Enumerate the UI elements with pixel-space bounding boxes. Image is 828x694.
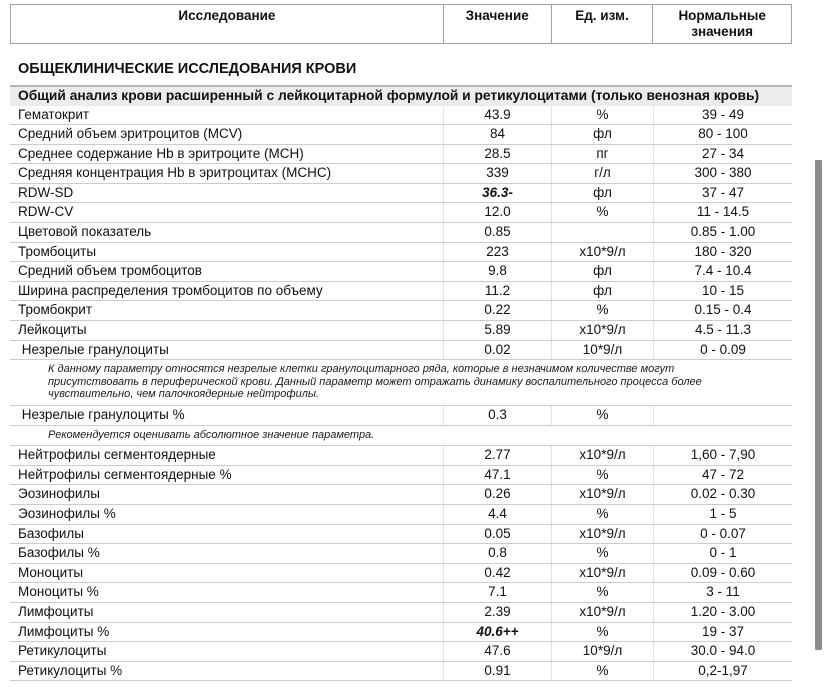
- table-row: [10, 282, 792, 302]
- row-unit: г/л: [551, 164, 653, 183]
- row-label: Лимфоциты: [18, 603, 94, 619]
- row-norm: 47 - 72: [653, 466, 792, 485]
- row-label: Базофилы %: [18, 545, 100, 561]
- table-row: [10, 262, 792, 282]
- row-norm: 1,60 - 7,90: [653, 446, 792, 465]
- row-unit: %: [551, 583, 653, 602]
- results-table-header: [10, 4, 792, 44]
- row-value: 0.02: [443, 341, 551, 360]
- row-label: Ретикулоциты %: [18, 662, 123, 678]
- row-label: Базофилы: [18, 525, 84, 541]
- row-unit: х10*9/л: [551, 603, 653, 622]
- row-value: 12.0: [443, 203, 551, 222]
- parameter-note: К данному параметру относятся незрелые клетки гранулоцитарного ряда, которые в незначимом количестве могут присутствовать в периферической крови. Данный параметр может отражать динамику воспалительного процесса более чувствительно, чем палочкоядерные нейтрофилы.: [10, 360, 792, 406]
- row-value: 7.1: [443, 583, 551, 602]
- results-table-body: [10, 106, 792, 682]
- report-content: [10, 4, 792, 681]
- row-value: 0.3: [443, 406, 551, 425]
- row-value: 0.85: [443, 223, 551, 242]
- row-norm: 4.5 - 11.3: [653, 321, 792, 340]
- vertical-scrollbar-thumb[interactable]: [815, 160, 822, 650]
- row-value: 0.42: [443, 564, 551, 583]
- row-value: 0.26: [443, 485, 551, 504]
- row-norm: 0,2-1,97: [653, 662, 792, 681]
- table-row: [10, 485, 792, 505]
- table-row: [10, 564, 792, 584]
- row-label: Лимфоциты %: [18, 623, 110, 639]
- row-unit: %: [551, 106, 653, 125]
- table-row: [10, 106, 792, 126]
- row-label: Средний объем эритроцитов (MCV): [18, 126, 243, 142]
- row-unit: х10*9/л: [551, 525, 653, 544]
- row-label: Средняя концентрация Hb в эритроцитах (MCHC): [18, 165, 332, 181]
- row-label: RDW-CV: [18, 204, 74, 220]
- row-unit: х10*9/л: [551, 446, 653, 465]
- row-unit: %: [551, 406, 653, 425]
- row-label: Моноциты %: [18, 584, 99, 600]
- row-norm: 80 - 100: [653, 125, 792, 144]
- row-label: Средний объем тромбоцитов: [18, 263, 202, 279]
- row-unit: х10*9/л: [551, 321, 653, 340]
- row-norm: 300 - 380: [653, 164, 792, 183]
- row-value: 2.39: [443, 603, 551, 622]
- row-value: 4.4: [443, 505, 551, 524]
- table-row: [10, 164, 792, 184]
- row-value: 9.8: [443, 262, 551, 281]
- row-norm: 3 - 11: [653, 583, 792, 602]
- row-value: 47.1: [443, 466, 551, 485]
- table-row: [10, 301, 792, 321]
- row-label: Нейтрофилы сегментоядерные %: [18, 466, 232, 482]
- row-norm: 0.02 - 0.30: [653, 485, 792, 504]
- column-header-study: Исследование: [178, 8, 276, 23]
- row-norm: 0.85 - 1.00: [653, 223, 792, 242]
- row-unit: х10*9/л: [551, 485, 653, 504]
- table-row: [10, 623, 792, 643]
- row-norm: 7.4 - 10.4: [653, 262, 792, 281]
- row-label: Незрелые гранулоциты %: [18, 407, 185, 422]
- row-unit: %: [551, 466, 653, 485]
- row-value: 28.5: [443, 145, 551, 164]
- row-norm: 11 - 14.5: [653, 203, 792, 222]
- row-label: RDW-SD: [18, 184, 74, 200]
- table-row: [10, 223, 792, 243]
- row-unit: %: [551, 505, 653, 524]
- table-row: [10, 583, 792, 603]
- table-row: [10, 321, 792, 341]
- row-unit: фл: [551, 125, 653, 144]
- table-row: [10, 466, 792, 486]
- row-value: 11.2: [443, 282, 551, 301]
- row-unit: фл: [551, 184, 653, 203]
- table-row: [10, 243, 792, 263]
- row-norm: 0.15 - 0.4: [653, 301, 792, 320]
- table-row: [10, 341, 792, 361]
- row-norm: 10 - 15: [653, 282, 792, 301]
- table-row: [10, 446, 792, 466]
- row-unit: 10*9/л: [551, 642, 653, 661]
- row-unit: %: [551, 544, 653, 563]
- row-norm: 27 - 34: [653, 145, 792, 164]
- row-label: Эозинофилы %: [18, 505, 116, 521]
- row-value: 5.89: [443, 321, 551, 340]
- row-norm: 0 - 0.09: [653, 341, 792, 360]
- row-value: 0.05: [443, 525, 551, 544]
- row-value: 43.9: [443, 106, 551, 125]
- row-label: Среднее содержание Hb в эритроците (MCH): [18, 145, 304, 161]
- table-row: [10, 406, 792, 426]
- row-unit: 10*9/л: [551, 341, 653, 360]
- row-unit: %: [551, 662, 653, 681]
- row-value: 40.6++: [443, 623, 551, 642]
- row-unit: %: [551, 623, 653, 642]
- row-unit: х10*9/л: [551, 243, 653, 262]
- row-value: 0.8: [443, 544, 551, 563]
- row-value: 2.77: [443, 446, 551, 465]
- row-label: Тромбоциты: [18, 243, 97, 259]
- row-label: Тромбокрит: [18, 302, 93, 318]
- row-norm: 19 - 37: [653, 623, 792, 642]
- row-unit: фл: [551, 262, 653, 281]
- row-norm: 0 - 1: [653, 544, 792, 563]
- row-value: 223: [443, 243, 551, 262]
- row-unit: фл: [551, 282, 653, 301]
- row-norm: 0 - 0.07: [653, 525, 792, 544]
- table-row: [10, 125, 792, 145]
- row-unit: [551, 223, 653, 242]
- row-norm: 39 - 49: [653, 106, 792, 125]
- row-norm: 30.0 - 94.0: [653, 642, 792, 661]
- row-label: Ретикулоциты: [18, 643, 107, 659]
- table-row: [10, 203, 792, 223]
- column-header-units: Ед. изм.: [551, 5, 653, 43]
- row-label: Цветовой показатель: [18, 224, 152, 240]
- row-norm: [653, 406, 792, 425]
- table-row: [10, 662, 792, 682]
- row-value: 339: [443, 164, 551, 183]
- row-label: Гематокрит: [18, 106, 90, 122]
- row-label: Эозинофилы: [18, 486, 100, 502]
- row-unit: пг: [551, 145, 653, 164]
- row-value: 0.22: [443, 301, 551, 320]
- row-norm: 1.20 - 3.00: [653, 603, 792, 622]
- table-row: [10, 642, 792, 662]
- row-norm: 0.09 - 0.60: [653, 564, 792, 583]
- row-unit: %: [551, 301, 653, 320]
- row-value: 84: [443, 125, 551, 144]
- row-label: Незрелые гранулоциты: [18, 341, 169, 357]
- row-norm: 1 - 5: [653, 505, 792, 524]
- row-unit: х10*9/л: [551, 564, 653, 583]
- column-header-value: Значение: [443, 5, 551, 43]
- section-title: ОБЩЕКЛИНИЧЕСКИЕ ИССЛЕДОВАНИЯ КРОВИ: [18, 61, 357, 77]
- column-header-normal-values: Нормальные значения: [652, 5, 791, 43]
- table-row: [10, 525, 792, 545]
- row-value: 0.91: [443, 662, 551, 681]
- row-unit: %: [551, 203, 653, 222]
- row-label: Нейтрофилы сегментоядерные: [18, 447, 216, 463]
- row-value: 47.6: [443, 642, 551, 661]
- row-label: Ширина распределения тромбоцитов по объему: [18, 282, 323, 298]
- row-label: Лейкоциты: [18, 322, 87, 338]
- row-norm: 180 - 320: [653, 243, 792, 262]
- table-row: [10, 603, 792, 623]
- panel-title: Общий анализ крови расширенный с лейкоцитарной формулой и ретикулоцитами (только венозная кровь): [10, 85, 792, 106]
- table-row: [10, 184, 792, 204]
- row-value: 36.3-: [443, 184, 551, 203]
- table-row: [10, 145, 792, 165]
- parameter-note: Рекомендуется оценивать абсолютное значение параметра.: [10, 426, 792, 447]
- table-row: [10, 544, 792, 564]
- table-row: [10, 505, 792, 525]
- row-norm: 37 - 47: [653, 184, 792, 203]
- row-label: Моноциты: [18, 564, 84, 580]
